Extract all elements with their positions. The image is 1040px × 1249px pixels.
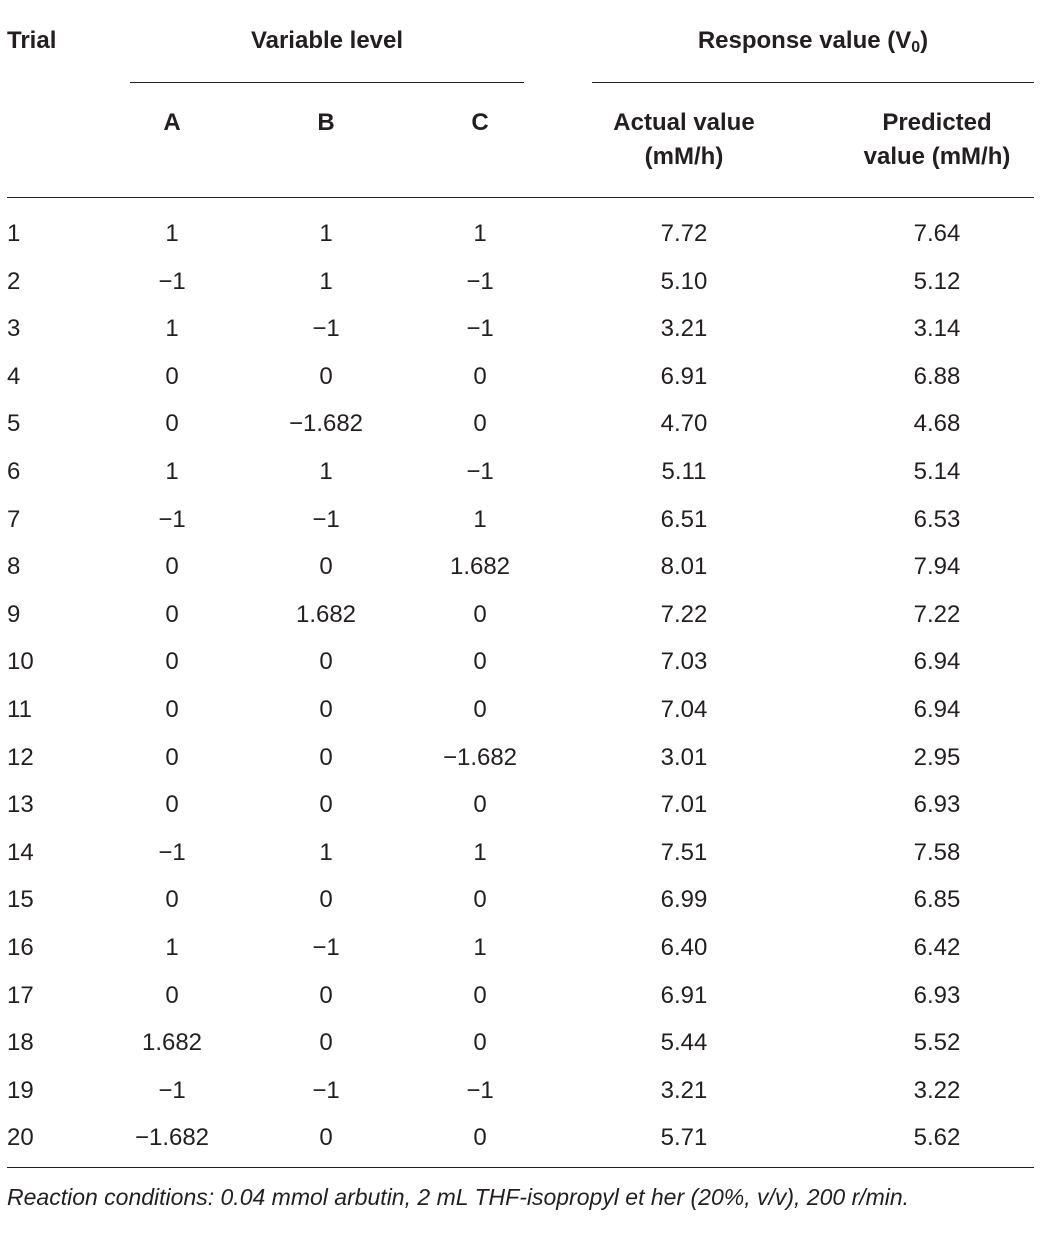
- cell-trial: 19: [7, 1076, 34, 1104]
- cell-b: −1: [312, 505, 340, 533]
- table-row: [0, 353, 1040, 401]
- cell-predicted-value: 4.68: [913, 410, 961, 438]
- cell-c: −1: [466, 267, 494, 295]
- cell-actual-value: 3.01: [660, 743, 708, 771]
- header-actual-value: [574, 106, 794, 174]
- cell-actual-value: 7.22: [660, 600, 708, 628]
- cell-b: 0: [319, 553, 333, 581]
- cell-a: −1: [158, 1076, 186, 1104]
- header-col-a: A: [163, 109, 181, 136]
- cell-c: 0: [473, 981, 487, 1009]
- table-bottom-rule: [7, 1167, 1034, 1168]
- cell-c: 0: [473, 886, 487, 914]
- cell-trial: 2: [7, 267, 21, 295]
- cell-c: 0: [473, 362, 487, 390]
- cell-predicted-value: 7.22: [913, 600, 961, 628]
- cell-actual-value: 6.91: [660, 981, 708, 1009]
- table-row: [0, 400, 1040, 448]
- cell-a: 0: [165, 981, 179, 1009]
- cell-trial: 11: [7, 695, 32, 723]
- header-col-b: B: [317, 109, 335, 136]
- cell-trial: 3: [7, 315, 21, 343]
- cell-b: −1.682: [288, 410, 364, 438]
- table-row: [0, 734, 1040, 782]
- cell-b: −1: [312, 315, 340, 343]
- cell-a: 0: [165, 886, 179, 914]
- cell-b: 0: [319, 695, 333, 723]
- header-response-value-close: ): [920, 27, 929, 54]
- header-col-c: C: [471, 109, 489, 136]
- cell-a: 0: [165, 648, 179, 676]
- cell-actual-value: 6.99: [660, 886, 708, 914]
- cell-actual-value: 6.51: [660, 505, 708, 533]
- table-body: [0, 210, 1040, 1162]
- cell-actual-value: 5.11: [661, 457, 707, 485]
- response-value-rule: [592, 82, 1034, 83]
- cell-a: −1: [158, 267, 186, 295]
- cell-predicted-value: 7.94: [913, 553, 961, 581]
- header-actual-line2: (mM/h): [644, 143, 724, 170]
- header-actual-line1: Actual value: [613, 109, 755, 136]
- cell-c: −1: [466, 1076, 494, 1104]
- cell-actual-value: 3.21: [660, 1076, 708, 1104]
- cell-predicted-value: 6.94: [913, 648, 961, 676]
- cell-b: 0: [319, 886, 333, 914]
- cell-a: −1: [158, 505, 186, 533]
- table-row: [0, 305, 1040, 353]
- cell-trial: 5: [7, 410, 21, 438]
- cell-c: 0: [473, 600, 487, 628]
- cell-predicted-value: 3.14: [913, 315, 961, 343]
- table-row: [0, 876, 1040, 924]
- cell-b: 0: [319, 362, 333, 390]
- table-row: [0, 496, 1040, 544]
- cell-c: −1: [466, 315, 494, 343]
- cell-actual-value: 4.70: [660, 410, 708, 438]
- cell-predicted-value: 5.12: [913, 267, 961, 295]
- header-response-value-text: Response value (V: [697, 27, 912, 54]
- cell-a: 1: [165, 220, 179, 247]
- cell-b: 1.682: [295, 600, 357, 628]
- table-row: [0, 258, 1040, 306]
- table-row: [0, 972, 1040, 1020]
- cell-predicted-value: 3.22: [913, 1076, 961, 1104]
- cell-predicted-value: 5.14: [913, 457, 961, 485]
- cell-actual-value: 7.03: [660, 648, 708, 676]
- header-trial: Trial: [7, 27, 57, 54]
- cell-actual-value: 7.72: [660, 220, 708, 247]
- cell-a: 0: [165, 743, 179, 771]
- cell-b: 0: [319, 981, 333, 1009]
- cell-predicted-value: 2.95: [913, 743, 961, 771]
- cell-b: 1: [319, 838, 333, 866]
- cell-b: 0: [319, 648, 333, 676]
- table-row: [0, 638, 1040, 686]
- cell-a: 1: [165, 315, 179, 343]
- table-row: [0, 210, 1040, 258]
- header-predicted-line1: Predicted: [882, 109, 992, 136]
- cell-a: 0: [165, 553, 179, 581]
- cell-predicted-value: 5.62: [913, 1124, 961, 1152]
- table-row: [0, 543, 1040, 591]
- cell-predicted-value: 6.93: [913, 981, 961, 1009]
- cell-b: 0: [319, 1029, 333, 1057]
- cell-a: 0: [165, 791, 179, 819]
- table-row: [0, 1114, 1040, 1162]
- cell-predicted-value: 6.85: [913, 886, 961, 914]
- header-response-value: [592, 24, 1034, 58]
- table-row: [0, 781, 1040, 829]
- cell-predicted-value: 6.42: [913, 933, 961, 961]
- cell-c: 1: [473, 220, 487, 247]
- cell-actual-value: 5.71: [660, 1124, 708, 1152]
- cell-predicted-value: 6.93: [913, 791, 961, 819]
- variable-level-rule: [130, 82, 524, 83]
- cell-b: 1: [319, 220, 333, 247]
- table-row: [0, 591, 1040, 639]
- cell-trial: 1: [7, 220, 21, 247]
- cell-c: 0: [473, 648, 487, 676]
- cell-trial: 4: [7, 362, 21, 390]
- cell-predicted-value: 6.94: [913, 695, 961, 723]
- cell-trial: 20: [7, 1124, 34, 1152]
- cell-a: 0: [165, 362, 179, 390]
- cell-a: 1.682: [141, 1029, 203, 1057]
- cell-predicted-value: 7.64: [913, 220, 961, 247]
- cell-b: 0: [319, 1124, 333, 1152]
- cell-trial: 8: [7, 553, 21, 581]
- cell-trial: 6: [7, 457, 21, 485]
- cell-c: −1.682: [442, 743, 518, 771]
- table-footnote: Reaction conditions: 0.04 mmol arbutin, 2 mL THF-isopropyl et her (20%, v/v), 200 r/min.: [7, 1184, 910, 1210]
- cell-c: 1: [473, 933, 487, 961]
- cell-trial: 14: [7, 838, 34, 866]
- cell-c: 0: [473, 410, 487, 438]
- cell-trial: 18: [7, 1029, 34, 1057]
- cell-actual-value: 5.10: [660, 267, 708, 295]
- cell-c: 1: [473, 838, 487, 866]
- cell-predicted-value: 6.88: [913, 362, 961, 390]
- cell-trial: 12: [7, 743, 34, 771]
- table-row: [0, 829, 1040, 877]
- table-row: [0, 924, 1040, 972]
- cell-actual-value: 6.91: [660, 362, 708, 390]
- header-bottom-rule: [7, 197, 1034, 198]
- cell-a: 0: [165, 695, 179, 723]
- cell-a: 0: [165, 600, 179, 628]
- cell-actual-value: 7.51: [660, 838, 708, 866]
- cell-trial: 10: [7, 648, 34, 676]
- cell-actual-value: 3.21: [660, 315, 708, 343]
- cell-c: 0: [473, 1029, 487, 1057]
- cell-trial: 9: [7, 600, 21, 628]
- cell-actual-value: 7.04: [660, 695, 708, 723]
- cell-trial: 7: [7, 505, 21, 533]
- cell-actual-value: 5.44: [660, 1029, 708, 1057]
- header-predicted-value: [827, 106, 1040, 174]
- cell-b: 0: [319, 791, 333, 819]
- cell-predicted-value: 5.52: [913, 1029, 961, 1057]
- cell-c: 0: [473, 1124, 487, 1152]
- cell-a: 1: [165, 457, 179, 485]
- header-response-value-subscript: 0: [911, 39, 921, 56]
- cell-predicted-value: 7.58: [913, 838, 961, 866]
- cell-a: 0: [165, 410, 179, 438]
- cell-actual-value: 8.01: [660, 553, 708, 581]
- cell-a: −1: [158, 838, 186, 866]
- cell-a: −1.682: [134, 1124, 210, 1152]
- cell-c: −1: [466, 457, 494, 485]
- cell-c: 0: [473, 695, 487, 723]
- table-row: [0, 686, 1040, 734]
- cell-c: 0: [473, 791, 487, 819]
- cell-c: 1.682: [449, 553, 511, 581]
- cell-trial: 13: [7, 791, 34, 819]
- cell-b: 0: [319, 743, 333, 771]
- cell-actual-value: 6.40: [660, 933, 708, 961]
- header-variable-level: Variable level: [250, 27, 404, 54]
- cell-a: 1: [165, 933, 179, 961]
- cell-b: 1: [319, 457, 333, 485]
- table-row: [0, 448, 1040, 496]
- cell-trial: 17: [7, 981, 34, 1009]
- table-row: [0, 1019, 1040, 1067]
- cell-b: 1: [319, 267, 333, 295]
- header-predicted-line2: value (mM/h): [863, 143, 1011, 170]
- cell-b: −1: [312, 1076, 340, 1104]
- table-row: [0, 1067, 1040, 1115]
- cell-trial: 16: [7, 933, 34, 961]
- cell-predicted-value: 6.53: [913, 505, 961, 533]
- cell-actual-value: 7.01: [660, 791, 708, 819]
- cell-c: 1: [473, 505, 487, 533]
- cell-trial: 15: [7, 886, 34, 914]
- cell-b: −1: [312, 933, 340, 961]
